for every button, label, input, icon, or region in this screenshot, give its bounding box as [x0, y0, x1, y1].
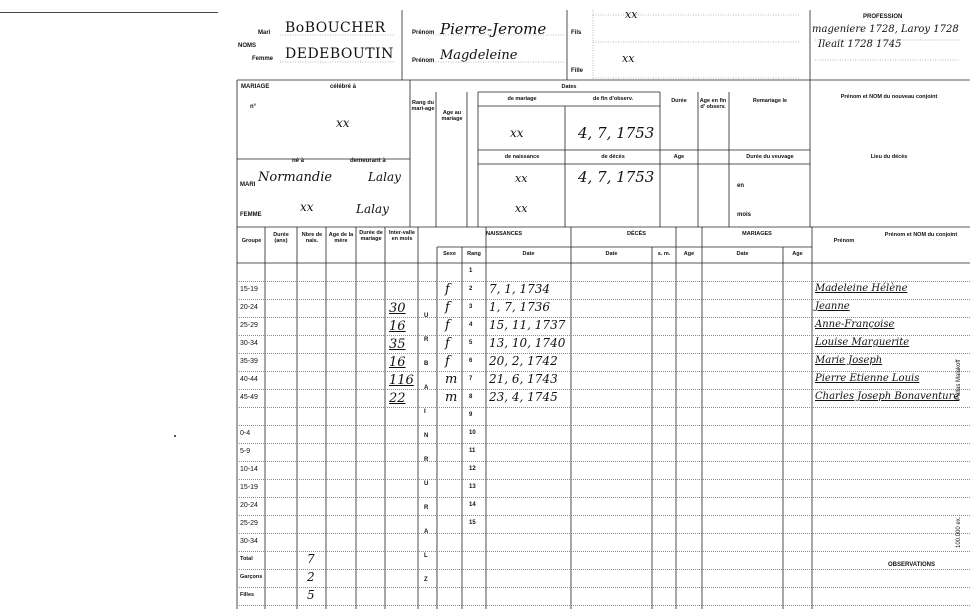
rang-number: 8 — [469, 394, 473, 400]
femme-surname: DEDEBOUTIN — [285, 46, 394, 62]
group-label: 0-4 — [240, 430, 251, 437]
child-birth-date: 23, 4, 1745 — [489, 390, 558, 404]
vertical-letter: R — [424, 457, 429, 463]
rang-mariage-header: Rang du mari-age — [411, 100, 435, 113]
table-row — [237, 605, 970, 606]
profession-line1: mageniere 1728, Laroy 1728 — [812, 24, 959, 35]
intervalle-value: 22 — [389, 391, 406, 406]
profession-line2: Ileait 1728 1745 — [818, 39, 902, 50]
vertical-letter: L — [424, 553, 428, 559]
intervalle-header: Inter-valle en mois — [389, 230, 415, 243]
fille-mark: xx — [622, 52, 635, 65]
sexe-header: Sexe — [443, 251, 456, 257]
table-row — [237, 425, 970, 426]
group-label: 5-9 — [240, 448, 251, 455]
child-birth-date: 21, 6, 1743 — [489, 372, 558, 386]
sm-header: s. m. — [657, 251, 671, 257]
group-label: 30-34 — [240, 340, 258, 347]
vertical-letter: A — [424, 385, 429, 391]
date-fin-value: 4, 7, 1753 — [578, 124, 655, 142]
fils-label: Fils — [571, 30, 582, 36]
duree-veuvage-header: Durée du veuvage — [746, 154, 794, 160]
observations-label: OBSERVATIONS — [888, 562, 936, 568]
table-row — [237, 281, 970, 282]
rang-number: 5 — [469, 340, 473, 346]
duree-header: Durée — [671, 98, 687, 104]
table-row — [237, 407, 970, 408]
deces-col-header: DÉCÈS — [627, 231, 646, 237]
prenom-label-mari: Prénom — [412, 30, 435, 36]
table-row — [237, 299, 970, 300]
child-prenom: Charles Joseph Bonaventure — [815, 391, 960, 402]
group-label: 25-29 — [240, 520, 258, 527]
group-label: 40-44 — [240, 376, 258, 383]
child-birth-date: 15, 11, 1737 — [489, 318, 566, 332]
total-total: 7 — [307, 552, 315, 566]
table-row — [237, 389, 970, 390]
dates-header: Dates — [561, 84, 577, 90]
child-sexe: f — [445, 354, 450, 369]
vertical-letter: Z — [424, 577, 428, 583]
group-label: Filles — [240, 592, 255, 598]
table-row — [237, 479, 970, 480]
group-label: 20-24 — [240, 304, 258, 311]
duree-mariage-header: Durée de mariage — [359, 230, 383, 243]
deces-header: de décès — [601, 154, 625, 160]
vertical-letter: I — [424, 409, 426, 415]
mari-demeurant: Lalay — [368, 170, 401, 184]
femme-row-label: FEMME — [240, 212, 262, 218]
lieu-deces-header: Lieu du décès — [870, 154, 908, 160]
naissances-header: NAISSANCES — [485, 231, 523, 237]
date-mariage-value: xx — [510, 126, 524, 140]
vertical-letter: R — [424, 505, 429, 511]
child-birth-date: 20, 2, 1742 — [489, 354, 558, 368]
group-label: Garçons — [240, 574, 263, 580]
mari-ne: Normandie — [258, 170, 333, 185]
table-row — [237, 551, 970, 552]
rang-number: 4 — [469, 322, 473, 328]
nbre-nais-header: Nbre de nais. — [301, 232, 323, 245]
en-label: en — [737, 183, 745, 189]
rang-number: 10 — [469, 430, 476, 436]
print-run-text: 100.000 ex. — [956, 516, 962, 548]
vertical-letter: A — [424, 529, 429, 535]
child-prenom: Marie Joseph — [815, 355, 883, 366]
group-label: 35-39 — [240, 358, 258, 365]
rang-number: 6 — [469, 358, 473, 364]
nouveau-conjoint-header: Prénom et NOM du nouveau conjoint — [840, 94, 938, 100]
femme-label: Femme — [252, 56, 274, 62]
child-sexe: f — [445, 282, 450, 297]
total-garcons: 2 — [307, 570, 315, 584]
mois-label: mois — [737, 212, 752, 218]
child-prenom: Madeleine Hélène — [815, 283, 908, 294]
remariage-header: Remariage le — [752, 98, 788, 104]
group-label: 25-29 — [240, 322, 258, 329]
rang-number: 7 — [469, 376, 473, 382]
group-label: 15-19 — [240, 484, 258, 491]
rang-number: 13 — [469, 484, 476, 490]
table-row — [237, 587, 970, 588]
mariages-header: MARIAGES — [742, 231, 772, 237]
child-prenom: Louise Marguerite — [815, 337, 910, 348]
group-label: 15-19 — [240, 286, 258, 293]
vertical-letter: U — [424, 481, 429, 487]
child-birth-date: 7, 1, 1734 — [489, 282, 551, 296]
children-rows — [237, 263, 970, 609]
mariage-mark: xx — [336, 116, 350, 130]
table-row — [237, 335, 970, 336]
child-birth-date: 13, 10, 1740 — [489, 336, 566, 350]
group-label: Total — [240, 556, 253, 562]
rang-number: 9 — [469, 412, 473, 418]
table-row — [237, 443, 970, 444]
femme-naissance-value: xx — [515, 202, 528, 215]
mari-surname: BoBOUCHER — [285, 20, 386, 36]
total-filles: 5 — [307, 588, 315, 602]
mariage-age-header: Age — [792, 251, 803, 257]
naissance-header: de naissance — [504, 154, 540, 160]
femme-demeurant: Lalay — [356, 202, 389, 216]
intervalle-value: 30 — [389, 301, 406, 316]
mari-naissance-value: xx — [515, 172, 528, 185]
fin-observ-header: de fin d'observ. — [592, 96, 634, 102]
table-row — [237, 515, 970, 516]
child-prenom: Anne-Françoise — [815, 319, 895, 330]
de-mariage-header: de mariage — [507, 96, 537, 102]
mari-row-label: MARI — [240, 182, 256, 188]
mari-label: Mari — [258, 30, 271, 36]
group-label: 45-49 — [240, 394, 258, 401]
vertical-letter: R — [424, 337, 429, 343]
naissance-date-header: Date — [522, 251, 535, 257]
intervalle-value: 116 — [389, 373, 414, 388]
duree-ans-header: Durée (ans) — [273, 232, 289, 245]
rang-number: 11 — [469, 448, 476, 454]
group-label: 30-34 — [240, 538, 258, 545]
no-label: n° — [250, 104, 257, 110]
profession-label: PROFESSION — [863, 14, 903, 20]
prenom-label-femme: Prénom — [412, 58, 435, 64]
age-fin-header: Age en fin d' observ. — [699, 98, 727, 111]
vertical-letter: B — [424, 361, 429, 367]
table-row — [237, 569, 970, 570]
intervalle-value: 16 — [389, 319, 406, 334]
ne-label: né à — [292, 158, 305, 164]
mari-firstname: Pierre-Jerome — [440, 20, 547, 38]
child-sexe: f — [445, 318, 450, 333]
child-sexe: m — [445, 390, 458, 405]
mariage-label: MARIAGE — [241, 84, 270, 90]
rang-number: 12 — [469, 466, 476, 472]
child-sexe: f — [445, 336, 450, 351]
rang-header: Rang — [467, 251, 481, 257]
table-row — [237, 317, 970, 318]
fille-label: Fille — [571, 68, 584, 74]
child-birth-date: 1, 7, 1736 — [489, 300, 551, 314]
child-prenom: Jeanne — [815, 301, 850, 312]
intervalle-value: 16 — [389, 355, 406, 370]
publisher-text: Pallas Malakoff — [956, 359, 962, 400]
table-row — [237, 497, 970, 498]
mari-deces-value: 4, 7, 1753 — [578, 168, 655, 186]
rang-number: 14 — [469, 502, 476, 508]
prenom-nom-conjoint-header: Prénom et NOM du conjoint — [884, 232, 958, 238]
rang-number: 1 — [469, 268, 473, 274]
intervalle-value: 35 — [389, 337, 406, 352]
rang-number: 3 — [469, 304, 473, 310]
groupe-header: Groupe — [241, 238, 262, 244]
urbain-rural-letters — [418, 263, 437, 609]
deces-age-header: Age — [683, 251, 695, 257]
table-row — [237, 371, 970, 372]
table-row — [237, 461, 970, 462]
group-label: 10-14 — [240, 466, 258, 473]
table-row — [237, 353, 970, 354]
noms-label: NOMS — [238, 43, 256, 49]
vertical-letter: U — [424, 313, 429, 319]
age-mere-header: Age de la mère — [328, 232, 354, 245]
child-sexe: m — [445, 372, 458, 387]
vertical-letter: N — [424, 433, 429, 439]
femme-ne: xx — [300, 200, 314, 214]
rang-number: 15 — [469, 520, 476, 526]
deces-date-header: Date — [605, 251, 618, 257]
table-row — [237, 533, 970, 534]
celebre-label: célébré à — [330, 84, 357, 90]
femme-firstname: Magdeleine — [440, 48, 518, 63]
rang-number: 2 — [469, 286, 473, 292]
age-mariage-header: Age au mariage — [441, 110, 463, 123]
child-prenom: Pierre Etienne Louis — [815, 373, 920, 384]
demeurant-label: demeurant à — [350, 158, 386, 164]
mariage-date-header: Date — [736, 251, 749, 257]
fils-mark: xx — [625, 8, 638, 21]
age-deces-header: Age — [673, 154, 685, 160]
prenom-header: Prénom — [833, 238, 855, 244]
group-label: 20-24 — [240, 502, 258, 509]
child-sexe: f — [445, 300, 450, 315]
